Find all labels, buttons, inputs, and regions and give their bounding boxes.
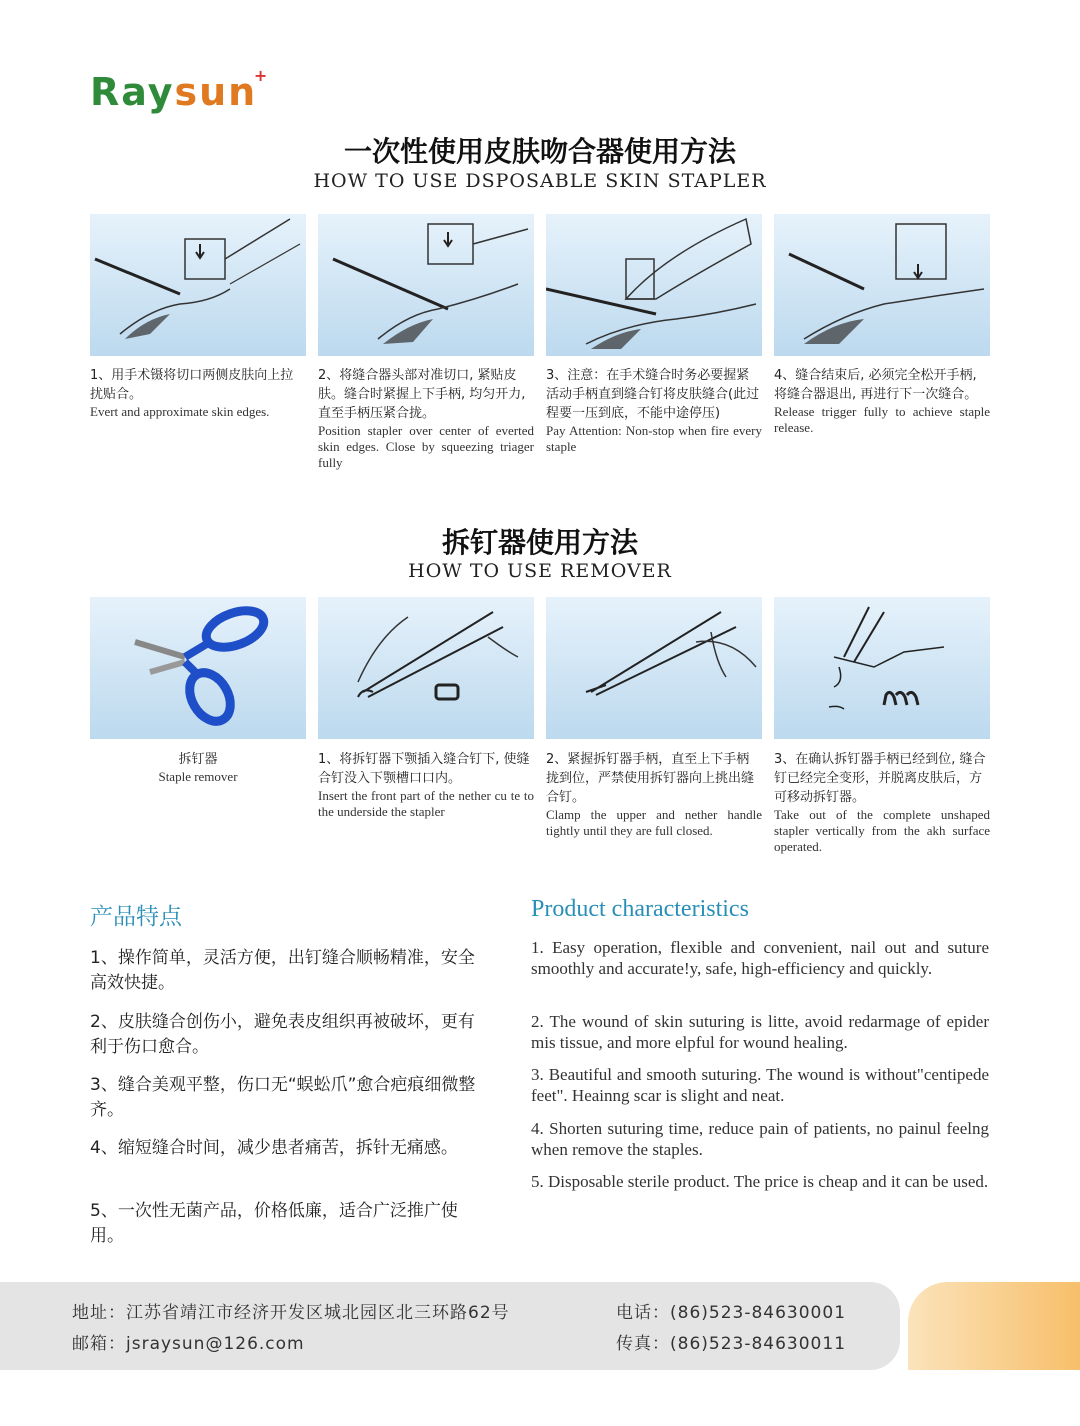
feature-en-1: 1. Easy operation, flexible and convenient, nail out and suture smoothly and accurate!y, safe, high-efficiency and quickly. xyxy=(531,938,989,978)
remover-section-subtitle: HOW TO USE REMOVER xyxy=(408,560,672,582)
stapler-step-1-illustration xyxy=(90,214,306,356)
footer-email: 邮箱：jsraysun@126.com xyxy=(72,1334,305,1354)
feature-cn-4: 4、缩短缝合时间，减少患者痛苦，拆针无痛感。 xyxy=(90,1138,458,1158)
features-title-en: Product characteristics xyxy=(531,896,749,922)
footer-fax: 传真：(86)523-84630011 xyxy=(616,1334,847,1354)
stapler-step-3-illustration xyxy=(546,214,762,356)
stapler-step-4-illustration xyxy=(774,214,990,356)
stapler-step-4-caption: 4、缝合结束后, 必须完全松开手柄, 将缝合器退出, 再进行下一次缝合。 Release trigger fully to achieve staple release. xyxy=(774,368,990,435)
remover-step-2-illustration xyxy=(546,597,762,739)
footer-accent-block xyxy=(908,1282,1080,1370)
feature-en-3: 3. Beautiful and smooth suturing. The wound is without"centipede feet". Heainng scar is slight and neat. xyxy=(531,1065,989,1105)
remover-step-3-caption: 3、在确认拆钉器手柄已经到位, 缝合钉已经完全变形，并脱离皮肤后，方可移动拆钉器。 Take out of the complete unshaped stapler vertically from the akh surface operated. xyxy=(774,752,990,854)
stapler-step-1-caption: 1、用手术镊将切口两侧皮肤向上拉扰贴合。 Evert and approximate skin edges. xyxy=(90,368,294,419)
stapler-step-2-illustration xyxy=(318,214,534,356)
feature-cn-3: 3、缝合美观平整，伤口无“蜈蚣爪”愈合疤痕细微整齐。 xyxy=(90,1075,476,1120)
staple-remover-photo xyxy=(90,597,306,739)
feature-en-2: 2. The wound of skin suturing is litte, avoid redarmage of epider mis tissue, and more elpful for wound healing. xyxy=(531,1012,989,1052)
remover-section-title: 拆钉器使用方法 xyxy=(441,526,638,559)
raysun-logo: Raysun + xyxy=(90,66,270,114)
staple-remover-caption: 拆钉器 Staple remover xyxy=(158,752,238,784)
footer-phone: 电话：(86)523-84630001 xyxy=(616,1303,847,1323)
feature-cn-5: 5、一次性无菌产品，价格低廉，适合广泛推广使用。 xyxy=(90,1201,458,1246)
remover-step-1-caption: 1、将拆钉器下颚插入缝合钉下, 使缝合钉没入下颚槽口口内。 Insert the front part of the nether cu te to the underside the stapler xyxy=(318,752,534,819)
stapler-section-subtitle: HOW TO USE DSPOSABLE SKIN STAPLER xyxy=(313,170,767,192)
remover-step-2-caption: 2、紧握拆钉器手柄，直至上下手柄拢到位，严禁使用拆钉器向上挑出缝合钉。 Clamp the upper and nether handle tightly until they are full closed. xyxy=(546,752,762,838)
features-title-cn: 产品特点 xyxy=(90,904,182,930)
feature-cn-2: 2、皮肤缝合创伤小，避免表皮组织再被破坏，更有利于伤口愈合。 xyxy=(90,1012,475,1057)
stapler-section-title: 一次性使用皮肤吻合器使用方法 xyxy=(343,135,736,168)
stapler-step-2-caption: 2、将缝合器头部对准切口, 紧贴皮肤。缝合时紧握上下手柄, 均匀开力, 直至手柄压紧合拢。 Position stapler over center of everted skin edges. Close by squeezing triager fully xyxy=(318,368,534,470)
feature-en-4: 4. Shorten suturing time, reduce pain of patients, no painul feelng when remove the staples. xyxy=(531,1119,989,1159)
logo-plus-icon: + xyxy=(253,66,270,85)
remover-step-3-illustration xyxy=(774,597,990,739)
remover-step-1-illustration xyxy=(318,597,534,739)
stapler-step-3-caption: 3、注意：在手术缝合时务必要握紧活动手柄直到缝合钉将皮肤缝合(此过程要一压到底，不能中途停压) Pay Attention: Non-stop when fire every staple xyxy=(546,368,762,454)
feature-en-5: 5. Disposable sterile product. The price is cheap and it can be used. xyxy=(531,1172,989,1191)
feature-cn-1: 1、操作简单，灵活方便，出钉缝合顺畅精准，安全高效快捷。 xyxy=(90,948,475,993)
contact-footer xyxy=(0,1282,900,1370)
footer-address: 地址：江苏省靖江市经济开发区城北园区北三环路62号 xyxy=(72,1303,510,1323)
